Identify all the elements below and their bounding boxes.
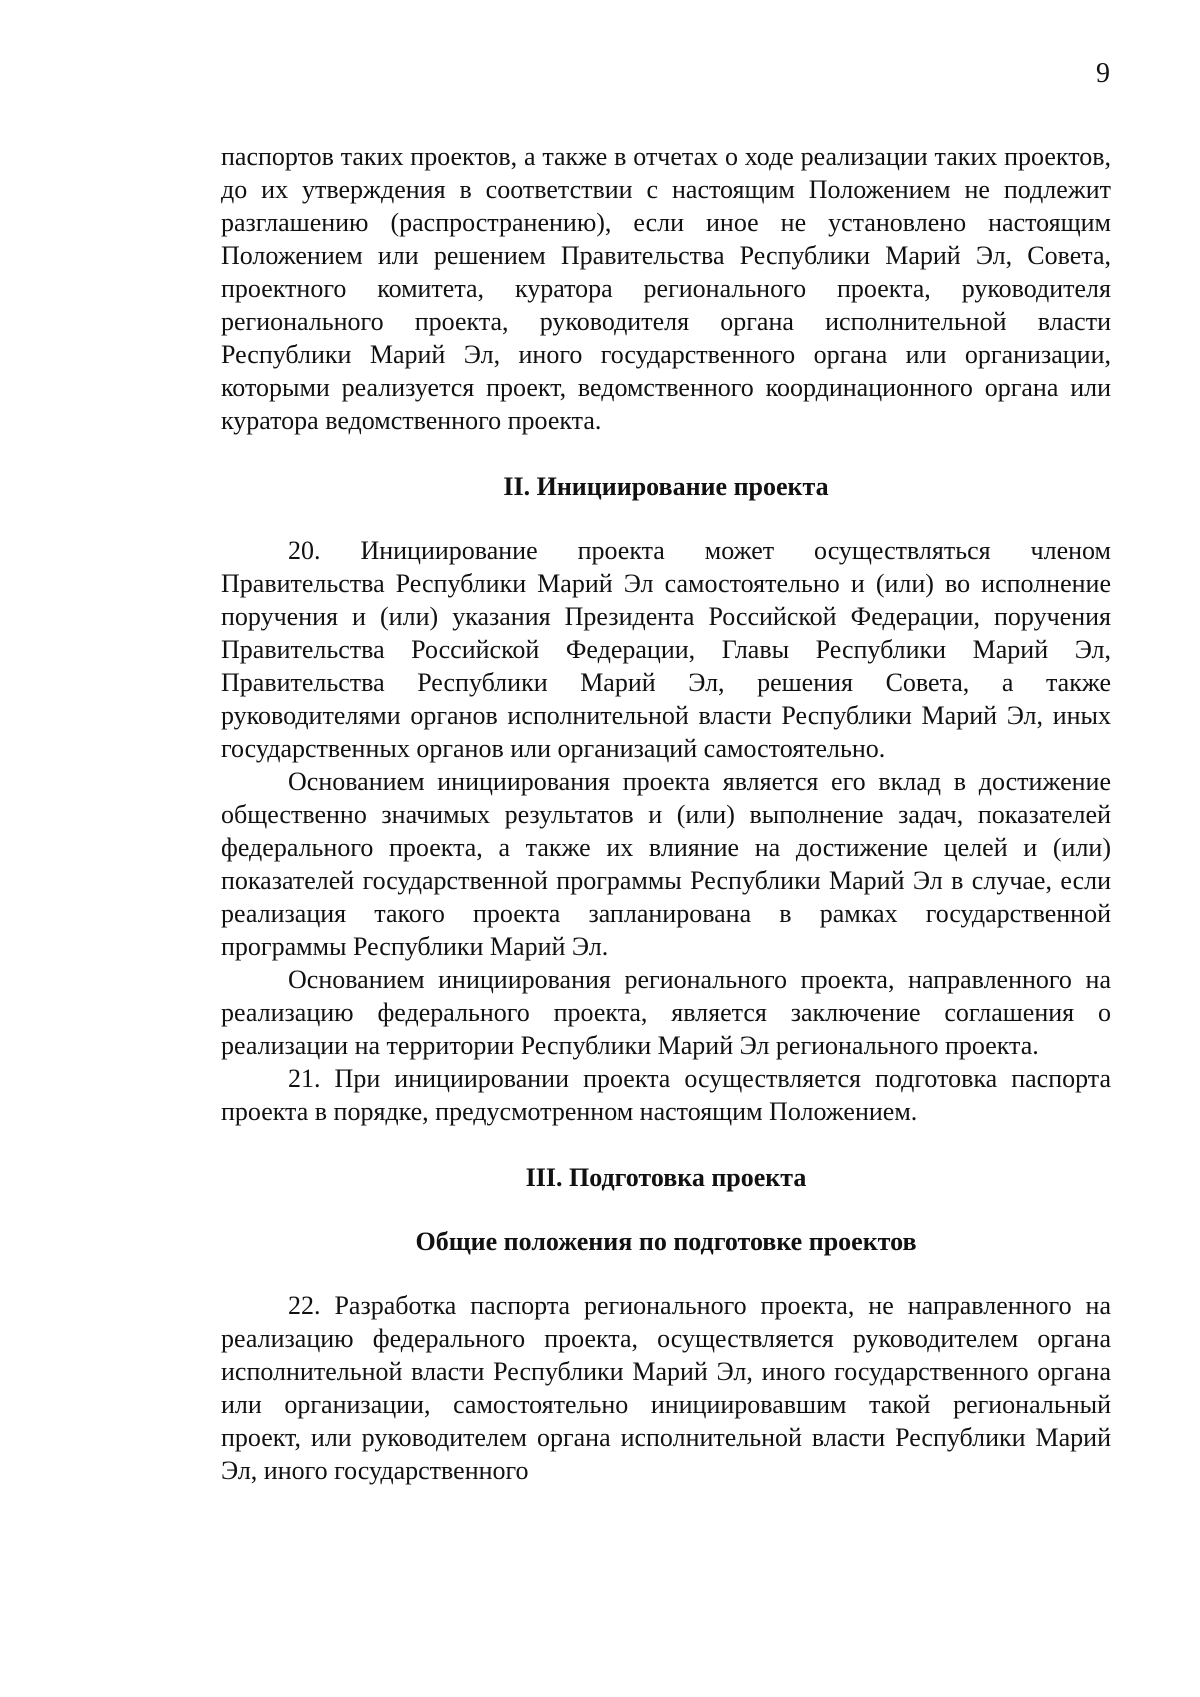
paragraph-item-20: 20. Инициирование проекта может осуществляться членом Правительства Республики Марий Эл самостоятельно и (или) во исполнение поручения и (или) указания Президента Российской Федерации, поручения Правительства Российской Федерации, Главы Республики Марий Эл, Правительства Республики Марий Эл, решения Совета, а также руководителями органов исполнительной власти Республики Марий Эл, иных государственных органов или организаций самостоятельно. xyxy=(221,536,1111,763)
subsection-heading-general: Общие положения по подготовке проектов xyxy=(415,1227,917,1256)
paragraph-basis-regional: Основанием инициирования регионального проекта, направленного на реализацию федерального проекта, является заключение соглашения о реализации на территории Республики Марий Эл регионального проекта. xyxy=(221,965,1111,1060)
paragraph-continuation: паспортов таких проектов, а также в отчетах о ходе реализации таких проектов, до их утверждения в соответствии с настоящим Положением не подлежит разглашению (распространению), если иное не установлено настоящим Положением или решением Правительства Республики Марий Эл, Совета, проектного комитета, куратора регионального проекта, руководителя регионального проекта, руководителя органа исполнительной власти Республики Марий Эл, иного государственного органа или организации, которыми реализуется проект, ведомственного координационного органа или куратора ведомственного проекта. xyxy=(221,142,1111,435)
page-number: 9 xyxy=(1096,58,1110,89)
paragraph-item-21: 21. При инициировании проекта осуществляется подготовка паспорта проекта в порядке, предусмотренном настоящим Положением. xyxy=(221,1064,1111,1126)
paragraph-basis-initiation: Основанием инициирования проекта является его вклад в достижение общественно значимых результатов и (или) выполнение задач, показателей федерального проекта, а также их влияние на достижение целей и (или) показателей государственной программы Республики Марий Эл в случае, если реализация такого проекта запланирована в рамках государственной программы Республики Марий Эл. xyxy=(221,767,1111,961)
section-heading-initiation: II. Инициирование проекта xyxy=(503,472,829,501)
section-heading-preparation: III. Подготовка проекта xyxy=(525,1163,807,1192)
document-body xyxy=(221,140,1111,1487)
paragraph-item-22: 22. Разработка паспорта регионального проекта, не направленного на реализацию федерального проекта, осуществляется руководителем органа исполнительной власти Республики Марий Эл, иного государственного органа или организации, самостоятельно инициировавшим такой региональный проект, или руководителем органа исполнительной власти Республики Марий Эл, иного государственного xyxy=(221,1291,1111,1485)
